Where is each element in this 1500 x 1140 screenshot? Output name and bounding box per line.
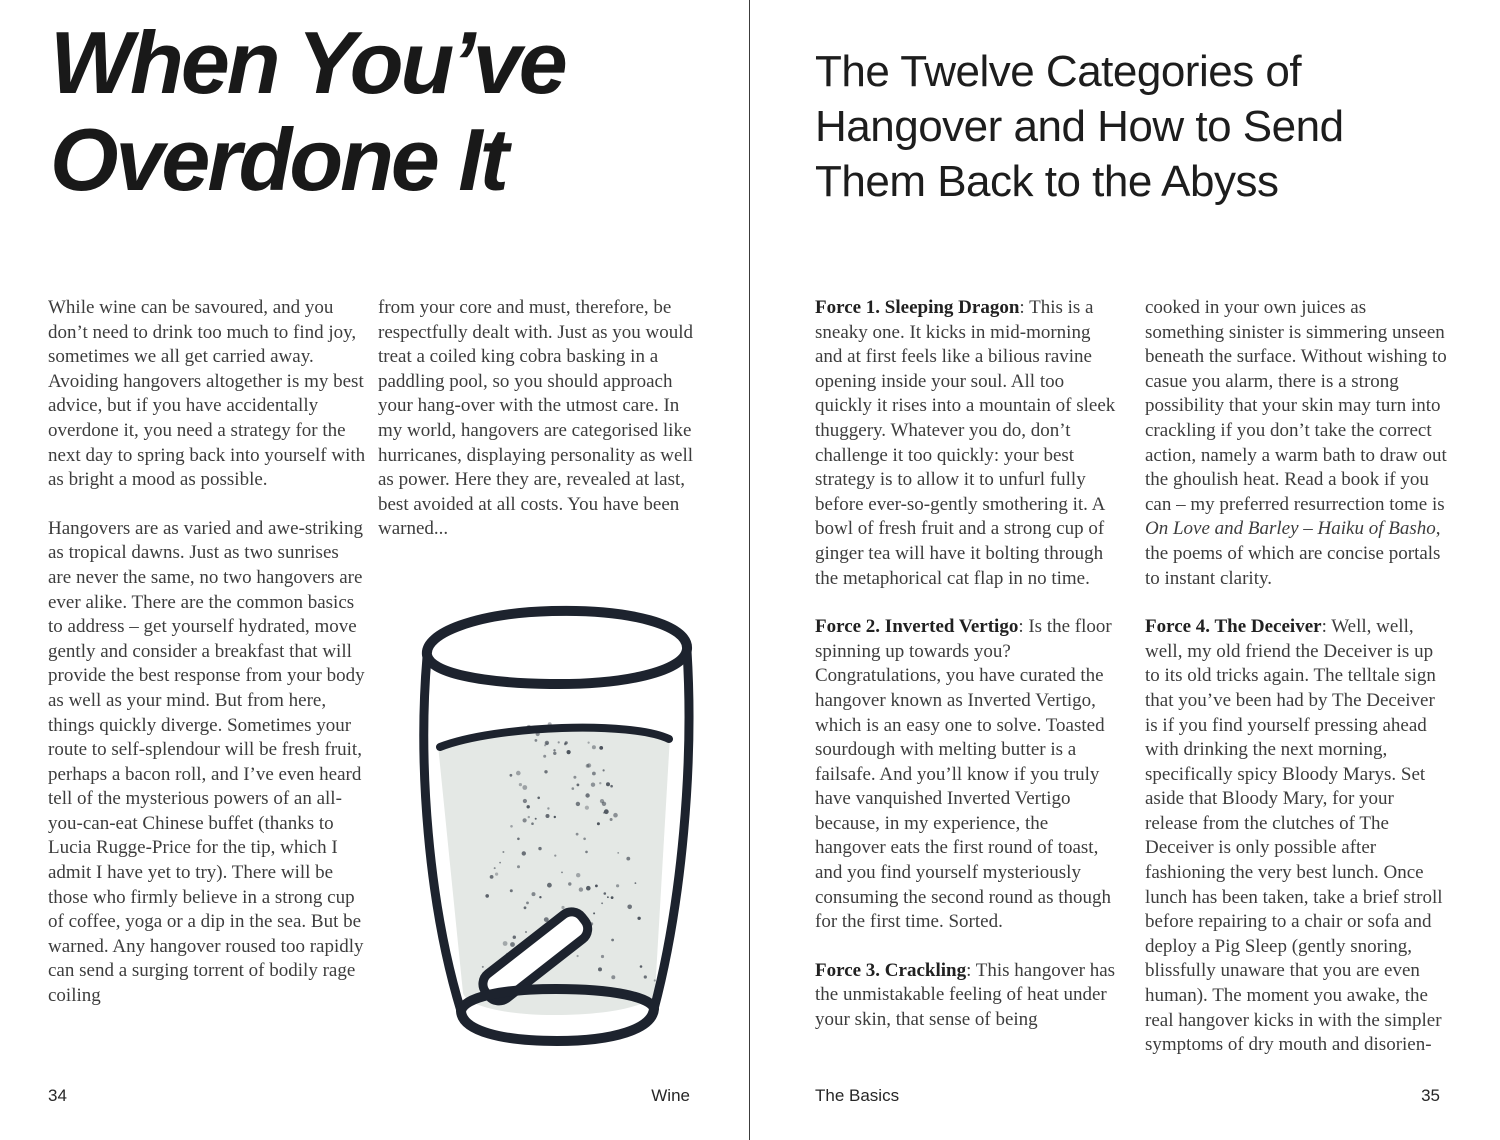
paragraph-text: : Well, well, well, my old friend the Deceiver is up to its old tricks again. The telltale sign that you’ve been had by The Deceiver is if you find yourself pressing ahead with drinking the next morning, specifically spicy Bloody Marys. Set aside that Bloody Mary, for your release from the clutches of The Deceiver is only possible after fashioning the very best lunch. Once lunch has been taken, take a brief stroll before repairing to a chair or sofa and deploy a Pig Sleep (gently snoring, blissfully unaware that you are even human). The moment you awake, the real hangover kicks in with the simpler symptoms of dry mouth and disorien- — [1145, 616, 1443, 1056]
section-heading-line: The Twelve Categories of — [815, 47, 1302, 96]
chapter-title — [50, 14, 565, 208]
page-number: 34 — [48, 1086, 67, 1105]
paragraph-text: from your core and must, therefore, be respectfully dealt with. Just as you would treat a coiled king cobra basking in a paddling pool, so you should approach your hang-over with the utmost care. In my world, hangovers are categorised like hurricanes, displaying personality as well as power. Here they are, revealed at last, best avoided at all costs. You have been warned... — [378, 297, 694, 540]
paragraph-lead-in: Force 4. The Deceiver — [1145, 616, 1322, 638]
right-page-footer — [815, 1086, 1440, 1106]
right-page-column-1 — [815, 296, 1117, 1057]
left-page-footer — [48, 1086, 690, 1106]
left-page-column-1 — [48, 296, 366, 1033]
paragraph-lead-in: Force 3. Crackling — [815, 959, 967, 981]
chapter-title-line: When You’ve — [50, 13, 565, 112]
glass-rim — [427, 611, 687, 684]
body-paragraph — [48, 296, 366, 493]
right-page-column-2 — [1145, 296, 1447, 1082]
paragraph-text: Hangovers are as varied and awe-striking as tropical dawns. Just as two sunrises are never the same, no two hangovers are ever alike. There are the common basics to address – get yourself hydrated, move gently and consider a breakfast that will provide the best response from your body as well as your mind. But from here, things quickly diverge. Sometimes your route to self-splendour will be fresh fruit, perhaps a bacon roll, and I’ve even heard tell of the mysterious powers of an all-you-can-eat Chinese buffet (thanks to Lucia Rugge-Price for the tip, which I admit I have yet to try). There will be those who firmly believe in a strong cup of coffee, yoga or a dip in the sea. But be warned. Any hangover roused too rapidly can send a surging torrent of bodily rage coiling — [48, 517, 365, 1007]
paragraph-text: While wine can be savoured, and you don’t need to drink too much to find joy, sometimes we all get carried away. Avoiding hangovers altogether is my best advice, but if you have accidentally overdone it, you need a strategy for the next day to spring back into yourself with as bright a mood as possible. — [48, 297, 366, 491]
paragraph-text: , the poems of which are concise portals to instant clarity. — [1145, 518, 1441, 589]
page-gutter-divider — [749, 0, 750, 1140]
paragraph-text: : This hangover has the unmistakable feeling of heat under your skin, that sense of being — [815, 959, 1116, 1031]
paragraph-text: On Love and Barley – Haiku of Basho — [1145, 518, 1436, 540]
paragraph-lead-in: Force 2. Inverted Vertigo — [815, 616, 1019, 638]
section-heading-line: Hangover and How to Send — [815, 102, 1344, 151]
water-fill — [438, 725, 670, 1015]
section-title: The Basics — [815, 1086, 900, 1105]
running-title: Wine — [651, 1086, 690, 1105]
chapter-title-line: Overdone It — [50, 110, 506, 209]
paragraph-lead-in: Force 1. Sleeping Dragon — [815, 297, 1020, 318]
paragraph-text: : Is the floor spinning up towards you? Congratulations, you have curated the hangover known as Inverted Vertigo, which is an easy one to solve. Toasted sourdough with melting butter is a failsafe. And you’ll know if you truly have vanquished Inverted Vertigo because, in my experience, the hangover eats the first round of toast, and you find yourself mysteriously consuming the second round as though for the first time. Sorted. — [815, 616, 1112, 933]
glass-of-water-illustration — [402, 573, 712, 1053]
body-paragraph — [1145, 296, 1447, 591]
paragraph-text: cooked in your own juices as something sinister is simmering unseen beneath the surface. Without wishing to casue you alarm, there is a strong possibility that your skin may turn into crackling if you don’t take the correct action, namely a warm bath to draw out the ghoulish heat. Read a book if you can – my preferred resurrection tome is — [1145, 297, 1447, 515]
body-paragraph — [815, 296, 1117, 591]
left-page-column-2 — [378, 296, 696, 566]
section-heading-line: Them Back to the Abyss — [815, 157, 1279, 206]
paragraph-text: : This is a sneaky one. It kicks in mid-morning and at first feels like a bilious ravine opening inside your soul. All too quickly it rises into a mountain of sleek thuggery. Whatever you do, don’t challenge it too quickly: your best strategy is to allow it to unfurl fully before ever-so-gently smothering it. A bowl of fresh fruit and a strong cup of ginger tea will have it bolting through the metaphorical cat flap in no time. — [815, 297, 1116, 589]
body-paragraph — [378, 296, 696, 542]
page-number: 35 — [1421, 1086, 1440, 1105]
body-paragraph — [815, 959, 1117, 1033]
body-paragraph — [48, 517, 366, 1009]
body-paragraph — [815, 615, 1117, 935]
body-paragraph — [1145, 615, 1447, 1058]
section-heading — [815, 44, 1344, 209]
